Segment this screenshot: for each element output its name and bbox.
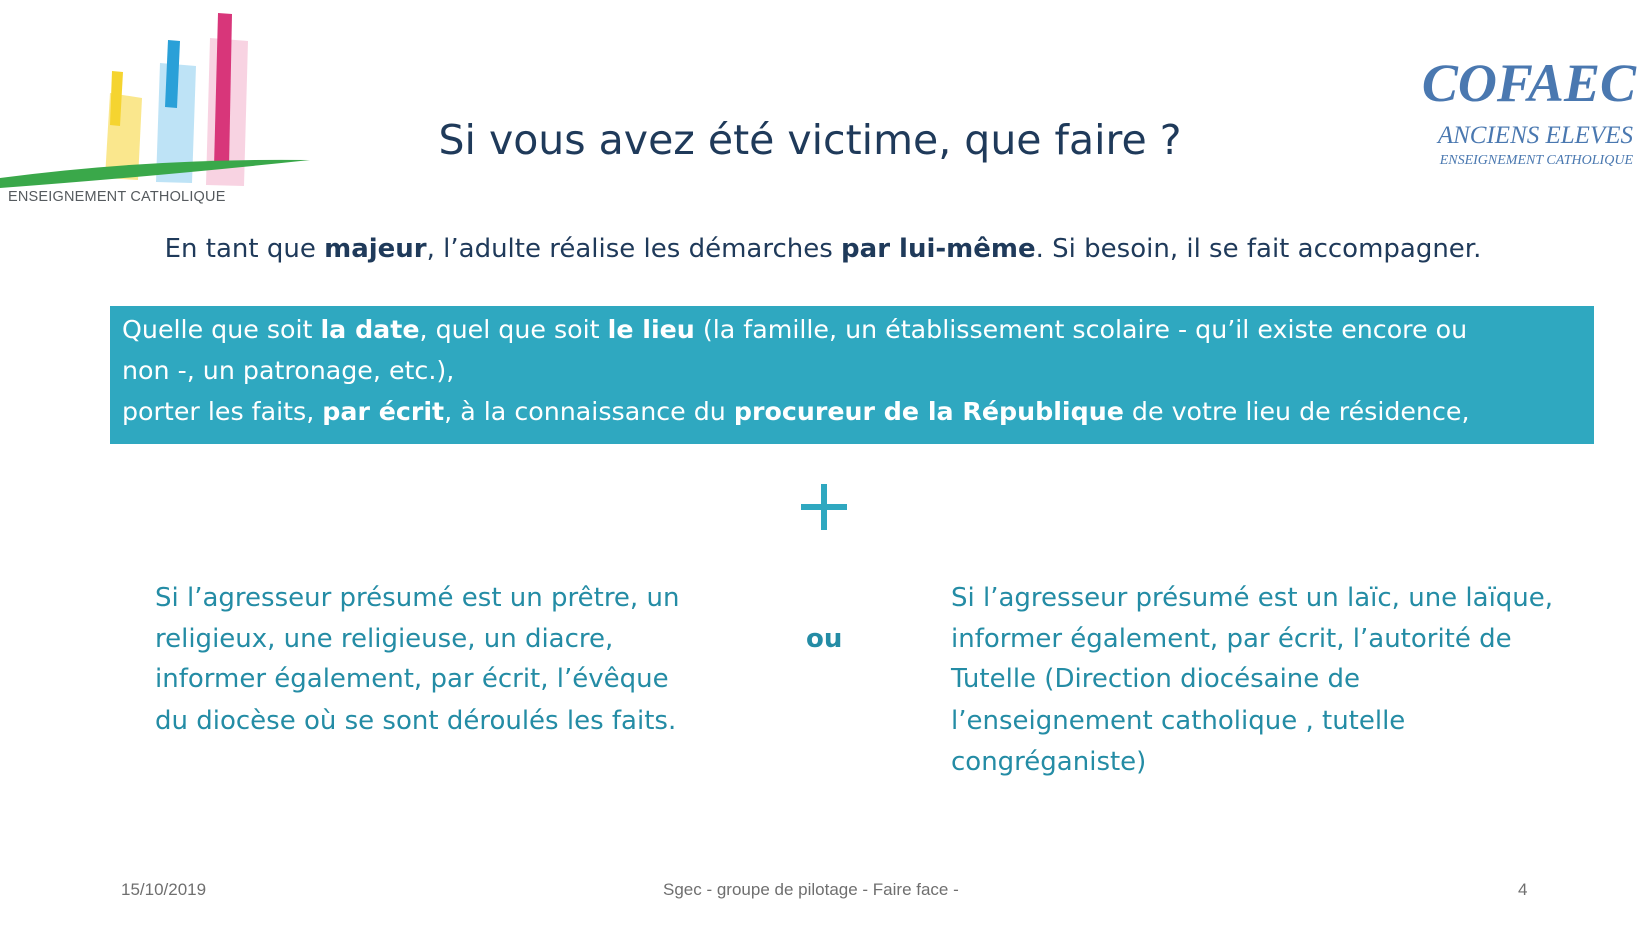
right-column-line: Tutelle (Direction diocésaine de xyxy=(951,664,1361,694)
right-column-line: informer également, par écrit, l’autorité de xyxy=(951,624,1512,654)
logo-left-text: ENSEIGNEMENT CATHOLIQUE xyxy=(8,189,226,205)
right-column-line: congréganiste) xyxy=(951,747,1147,777)
highlight-bold-lieu: le lieu xyxy=(607,315,695,344)
highlight-text: , quel que soit xyxy=(419,315,608,344)
intro-text xyxy=(100,234,1546,264)
highlight-bold-par-ecrit: par écrit xyxy=(322,397,445,426)
intro-bold-par-lui-meme: par lui-même xyxy=(841,234,1036,264)
highlight-text: de votre lieu de résidence, xyxy=(1123,397,1470,426)
highlight-box xyxy=(110,306,1594,444)
highlight-line-2: non -, un patronage, etc.), xyxy=(122,356,455,385)
intro-part: , l’adulte réalise les démarches xyxy=(426,234,842,264)
cofaec-logo-tagline: ENSEIGNEMENT CATHOLIQUE xyxy=(1439,153,1633,168)
cofaec-logo-title: COFAEC xyxy=(1421,53,1636,113)
left-column-line: Si l’agresseur présumé est un prêtre, un xyxy=(155,583,680,613)
left-column-line: informer également, par écrit, l’évêque xyxy=(155,664,669,694)
footer-center-text: Sgec - groupe de pilotage - Faire face - xyxy=(663,880,959,899)
footer-page-number: 4 xyxy=(1518,880,1528,899)
intro-part: En tant que xyxy=(164,234,325,264)
ou-separator: ou xyxy=(806,624,843,654)
right-column-line: l’enseignement catholique , tutelle xyxy=(951,706,1406,736)
right-column-line: Si l’agresseur présumé est un laïc, une laïque, xyxy=(951,583,1554,613)
enseignement-catholique-logo xyxy=(0,8,320,208)
intro-bold-majeur: majeur xyxy=(324,234,427,264)
left-column-line: religieux, une religieuse, un diacre, xyxy=(155,624,614,654)
slide-title: Si vous avez été victime, que faire ? xyxy=(438,116,1182,164)
highlight-text: (la famille, un établissement scolaire - qu’il existe encore ou xyxy=(694,315,1468,344)
highlight-bold-date: la date xyxy=(320,315,420,344)
highlight-text: , à la connaissance du xyxy=(444,397,734,426)
highlight-line-3 xyxy=(122,399,1470,424)
highlight-line-1 xyxy=(122,317,1467,342)
highlight-text: porter les faits, xyxy=(122,397,323,426)
highlight-bold-procureur: procureur de la République xyxy=(733,397,1124,426)
left-column-line: du diocèse où se sont déroulés les faits. xyxy=(155,706,677,736)
footer-date: 15/10/2019 xyxy=(121,880,207,899)
intro-part: . Si besoin, il se fait accompagner. xyxy=(1035,234,1482,264)
highlight-text: Quelle que soit xyxy=(122,315,321,344)
cofaec-logo-subtitle: ANCIENS ELEVES xyxy=(1437,122,1633,149)
plus-icon xyxy=(801,484,847,530)
